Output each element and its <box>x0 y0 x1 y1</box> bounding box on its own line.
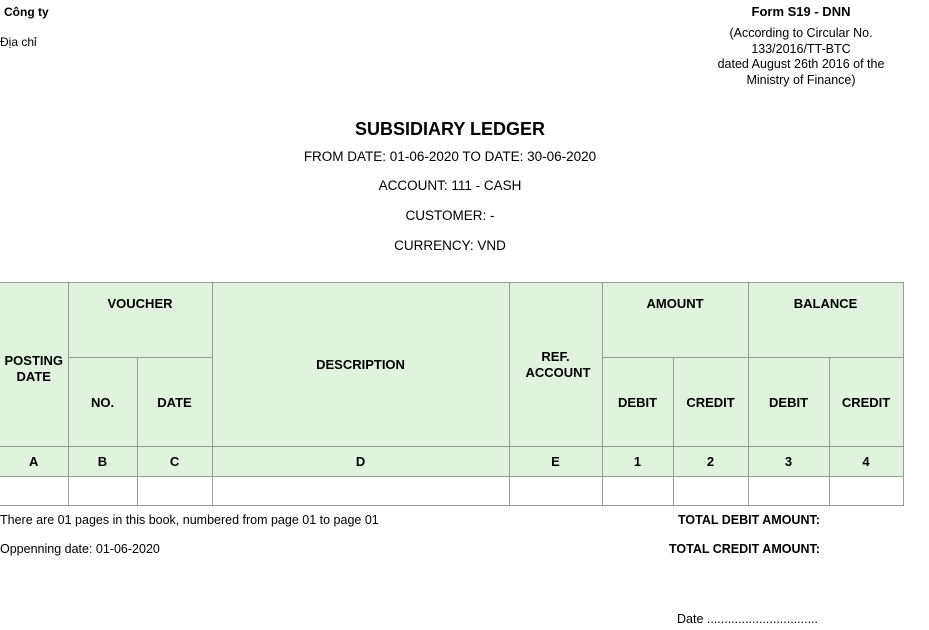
table-cell <box>829 477 903 506</box>
index-cell: 1 <box>602 447 673 477</box>
pages-note: There are 01 pages in this book, numbered from page 01 to page 01 <box>0 513 379 527</box>
index-cell: A <box>0 447 68 477</box>
account-info: ACCOUNT: 111 - CASH <box>378 178 522 193</box>
balance-header: BALANCE <box>748 283 903 358</box>
balance-debit-header: DEBIT <box>748 358 829 447</box>
table-cell <box>0 477 68 506</box>
index-cell: 3 <box>748 447 829 477</box>
description-header: DESCRIPTION <box>212 283 509 447</box>
voucher-date-header: DATE <box>137 358 212 447</box>
circular-reference <box>690 26 912 88</box>
currency-info: CURRENCY: VND <box>394 238 506 253</box>
index-cell: E <box>509 447 602 477</box>
amount-debit-header: DEBIT <box>602 358 673 447</box>
table-cell <box>509 477 602 506</box>
customer-info: CUSTOMER: - <box>405 208 495 223</box>
index-cell: D <box>212 447 509 477</box>
ledger-table <box>0 282 904 506</box>
circular-line: Ministry of Finance) <box>746 72 856 87</box>
index-cell: 2 <box>673 447 748 477</box>
date-line: Date ................................ <box>677 612 819 626</box>
address-label: Địa chỉ <box>0 35 37 49</box>
table-cell <box>673 477 748 506</box>
total-credit-label: TOTAL CREDIT AMOUNT: <box>669 542 820 556</box>
voucher-no-header: NO. <box>68 358 137 447</box>
table-cell <box>137 477 212 506</box>
total-debit-label: TOTAL DEBIT AMOUNT: <box>678 513 820 527</box>
table-cell <box>212 477 509 506</box>
index-cell: 4 <box>829 447 903 477</box>
company-label: Công ty <box>4 5 49 19</box>
form-code: Form S19 - DNN <box>751 4 851 19</box>
table-cell <box>602 477 673 506</box>
amount-header: AMOUNT <box>602 283 748 358</box>
circular-line: 133/2016/TT-BTC <box>751 41 851 56</box>
table-cell <box>68 477 137 506</box>
circular-line: dated August 26th 2016 of the <box>717 57 885 71</box>
table-cell <box>748 477 829 506</box>
period-range: FROM DATE: 01-06-2020 TO DATE: 30-06-2020 <box>303 149 597 164</box>
amount-credit-header: CREDIT <box>673 358 748 447</box>
table-row <box>0 477 903 506</box>
index-cell: B <box>68 447 137 477</box>
index-cell: C <box>137 447 212 477</box>
circular-line: (According to Circular No. <box>729 26 873 40</box>
opening-date: Oppenning date: 01-06-2020 <box>0 542 160 556</box>
voucher-header: VOUCHER <box>68 283 212 358</box>
posting-date-header: POSTING DATE <box>0 283 68 447</box>
page-title: SUBSIDIARY LEDGER <box>354 119 546 139</box>
ref-account-header: REF. ACCOUNT <box>509 283 602 447</box>
balance-credit-header: CREDIT <box>829 358 903 447</box>
